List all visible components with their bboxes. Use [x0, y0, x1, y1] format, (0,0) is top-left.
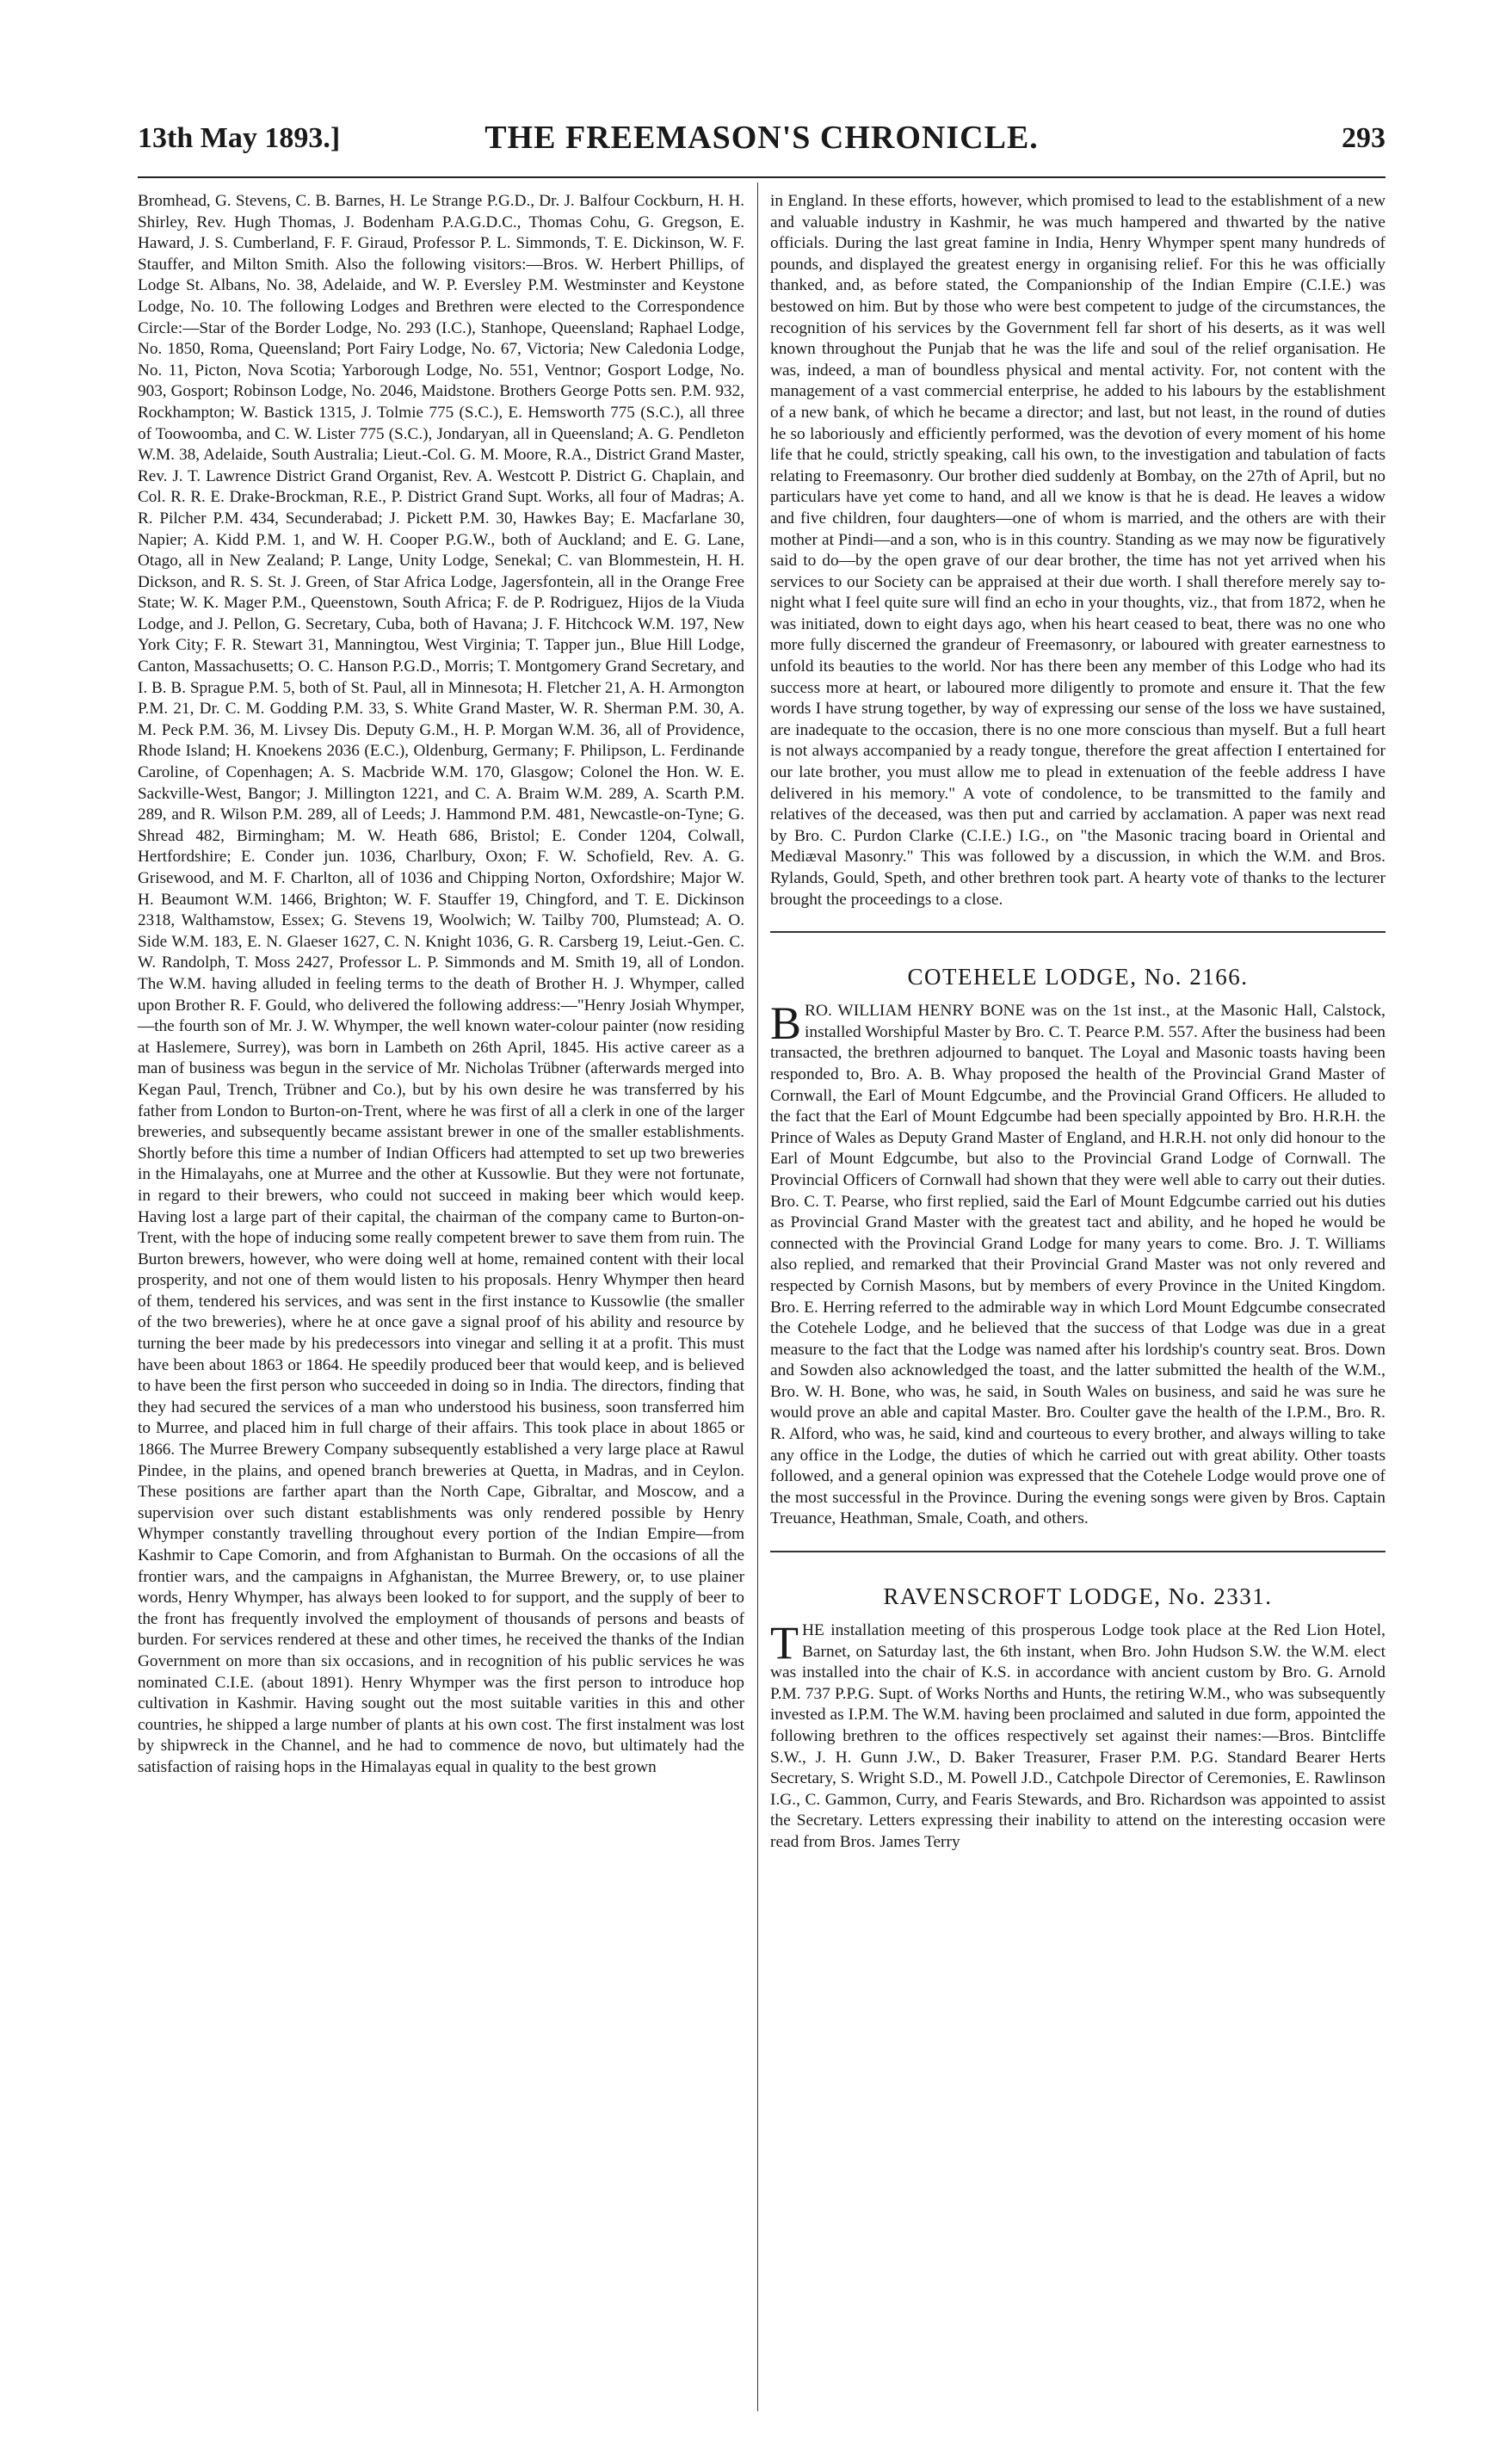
right-column-continuation: in England. In these efforts, however, which promised to lead to the establishment of a new and valuable industry in Kashmir, he was much hampered and thwarted by the native officials. During the last great famine in India, Henry Whymper spent many hundreds of pounds, and displayed the greatest energy in organising relief. For this he was officially thanked, and, as before stated, the Companionship of the Indian Empire (C.I.E.) was bestowed on him. But by those who were best competent to judge of the circumstances, the recognition of his services by the Government fell far short of his deserts, as it was well known throughout the Punjab that he was the life and soul of the relief organisation. He was, indeed, a man of boundless physical and mental activity. For, not content with the management of a vast commercial enterprise, he added to his labours by the establishment of a new bank, of which he became a director; and last, but not least, in the round of duties he so laboriously and efficiently performed, was the devotion of every moment of his home life that he could, strictly speaking, call his own, to the investigation and tabulation of facts relating to Freemasonry. Our brother died suddenly at Bombay, on the 27th of April, but no particulars have yet come to hand, and all we know is that he is dead. He leaves a widow and five children, four daughters—one of whom is married, and the others are with their mother at Pindi—and a son, who is in this country. Standing as we may now be figuratively said to do—by the open grave of our dear brother, the time has not yet arrived when his services to our Society can be appraised at their due worth. I shall therefore merely say to-night what I feel quite sure will find an echo in your thoughts, viz., that from 1872, when he was initiated, down to eight days ago, when his heart ceased to beat, there was no one who more fully discerned the grandeur of Freemasonry, or laboured with greater earnestness to unfold its beauties to the world. Nor has there been any member of this Lodge who had its success more at heart, or laboured more diligently to promote and ensure it. That the few words I have strung together, by way of expressing our sense of the loss we have sustained, are inadequate to the occasion, there is no one more conscious than myself. But a full heart is not always accompanied by a ready tongue, therefore the great affection I entertained for our late brother, you must allow me to plead in extenuation of the feeble address I have delivered in his memory." A vote of condolence, to be transmitted to the family and relatives of the deceased, was then put and carried by acclamation. A paper was next read by Bro. C. Purdon Clarke (C.I.E.) I.G., on "the Masonic tracing board in Oriental and Mediæval Masonry." This was followed by a discussion, in which the W.M. and Bros. Rylands, Gould, Speth, and other brethren took part. A hearty vote of thanks to the lecturer brought the proceedings to a close. [770, 192, 1385, 909]
section-divider [770, 1551, 1385, 1552]
drop-cap: B [770, 997, 802, 1050]
left-column-text: Bromhead, G. Stevens, C. B. Barnes, H. Le Strange P.G.D., Dr. J. Balfour Cockburn, H. H. Shirley, Rev. Hugh Thomas, J. Bodenham P.A.G.D.C., Thomas Cohu, G. Gregson, E. Haward, J. S. Cumberland, F. F. Giraud, Professor P. L. Simmonds, T. E. Dickinson, W. F. Stauffer, and Milton Smith. Also the following visitors:—Bros. W. Herbert Phillips, of Lodge St. Albans, No. 38, Adelaide, and W. P. Eversley P.M. Westminster and Keystone Lodge, No. 10. The following Lodges and Brethren were elected to the Correspondence Circle:—Star of the Border Lodge, No. 293 (I.C.), Stanhope, Queensland; Raphael Lodge, No. 1850, Roma, Queensland; Port Fairy Lodge, No. 67, Victoria; New Caledonia Lodge, No. 11, Picton, Nova Scotia; Yarborough Lodge, No. 551, Ventnor; Gosport Lodge, No. 903, Gosport; Robinson Lodge, No. 2046, Maidstone. Brothers George Potts sen. P.M. 932, Rockhampton; W. Bastick 1315, J. Tolmie 775 (S.C.), E. Hemsworth 775 (S.C.), all three of Toowoomba, and C. W. Lister 775 (S.C.), Jondaryan, all in Queensland; A. G. Pendleton W.M. 38, Adelaide, South Australia; Lieut.-Col. G. M. Moore, R.A., District Grand Master, Rev. J. T. Lawrence District Grand Organist, Rev. A. Westcott P. District G. Chaplain, and Col. R. R. E. Drake-Brockman, R.E., P. District Grand Supt. Works, all four of Madras; A. R. Pilcher P.M. 434, Secunderabad; J. Pickett P.M. 30, Hawkes Bay; E. Macfarlane 30, Napier; A. Kidd P.M. 1, and W. H. Cooper P.G.W., both of Auckland; and E. G. Lane, Otago, all in New Zealand; P. Lange, Unity Lodge, Senekal; C. van Blommestein, H. H. Dickson, and R. S. St. J. Green, of Star Africa Lodge, Jagersfontein, all in the Orange Free State; W. K. Mager P.M., Queenstown, South Africa; F. de P. Rodriguez, Hijos de la Viuda Lodge, and J. Pellon, G. Secretary, Cuba, both of Havana; J. F. Hitchcock W.M. 197, New York City; F. R. Stewart 31, Manningtou, West Virginia; T. Tapper jun., Blue Hill Lodge, Canton, Massachusetts; O. C. Hanson P.G.D., Morris; T. Montgomery Grand Secretary, and I. B. B. Sprague P.M. 5, both of St. Paul, all in Minnesota; H. Fletcher 21, A. H. Armongton P.M. 21, Dr. C. M. Godding P.M. 33, S. White Grand Master, W. R. Sherman P.M. 30, A. M. Peck P.M. 36, M. Livsey Dis. Deputy G.M., H. P. Morgan W.M. 36, all of Providence, Rhode Island; H. Knoekens 2036 (E.C.), Oldenburg, Germany; F. Philipson, L. Ferdinande Caroline, of Copenhagen; A. S. Macbride W.M. 170, Glasgow; Colonel the Hon. W. E. Sackville-West, Bangor; J. Millington 1221, and C. A. Braim W.M. 289, A. Scarth P.M. 289, and R. Wilson P.M. 289, all of Leeds; J. Hammond P.M. 481, Newcastle-on-Tyne; G. Shread 482, Birmingham; M. W. Heath 686, Bristol; E. Conder 1204, Colwall, Hertfordshire; E. Conder jun. 1036, Charlbury, Oxon; F. W. Schofield, Rev. A. G. Grisewood, and M. F. Charlton, all of 1036 and Chipping Norton, Oxfordshire; Major W. H. Beaumont W.M. 1466, Brighton; W. F. Stauffer 19, Chingford, and T. E. Dickinson 2318, Walthamstow, Essex; G. Stevens 19, Woolwich; W. Tailby 700, Plumstead; A. O. Side W.M. 183, E. N. Glaeser 1627, C. N. Knight 1036, G. R. Carsberg 19, Leiut.-Gen. C. W. Randolph, T. Moss 2427, Professor L. P. Simmonds and M. Smith 19, all of London. The W.M. having alluded in feeling terms to the death of Brother H. J. Whymper, called upon Brother R. F. Gould, who delivered the following address:—"Henry Josiah Whymper,—the fourth son of Mr. J. W. Whymper, the well known water-colour painter (now residing at Haslemere, Surrey), was born in Lambeth on 26th April, 1845. His active career as a man of business was begun in the service of Mr. Nicholas Trübner (afterwards merged into Kegan Paul, Trench, Trübner and Co.), but by his own desire he was transferred by his father from London to Burton-on-Trent, where he was first of all a clerk in one of the larger breweries, and subsequently became assistant brewer in one of the smaller establishments. Shortly before this time a number of Indian Officers had attempted to set up two breweries in the Himalayahs, one at Murree and the other at Kussowlie. But they were not fortunate, in regard to their brewers, who could not succeed in making beer which would keep. Having lost a large part of their capital, the chairman of the company came to Burton-on-Trent, with the hope of inducing some really competent brewer to save them from ruin. The Burton brewers, however, who were doing well at home, remained content with their local prosperity, and not one of them would listen to his proposals. Henry Whymper then heard of them, tendered his services, and was sent in the first instance to Kussowlie (the smaller of the two breweries), where he at once gave a signal proof of his ability and resource by turning the beer made by his predecessors into vinegar and selling it at a profit. This must have been about 1863 or 1864. He speedily produced beer that would keep, and is believed to have been the first person who succeeded in doing so in India. The directors, finding that they had secured the services of a man who understood his business, soon transferred him to Murree, and placed him in full charge of their affairs. This took place in about 1865 or 1866. The Murree Brewery Company subsequently established a very large place at Rawul Pindee, in the plains, and opened branch breweries at Quetta, in Madras, and in Ceylon. These positions are farther apart than the North Cape, Gibraltar, and Moscow, and a supervision over such distant establishments was only rendered possible by Henry Whymper constantly travelling throughout every portion of the Indian Empire—from Kashmir to Cape Comorin, and from Afghanistan to Burmah. On the occasions of all the frontier wars, and the campaigns in Afghanistan, the Murree Brewery, or, to use plainer words, Henry Whymper, has always been looked to for support, and the supply of beer to the front has frequently involved the employment of thousands of persons and beasts of burden. For services rendered at these and other times, he received the thanks of the Indian Government on more than six occasions, and in recognition of his public services he was nominated C.I.E. (about 1891). Henry Whymper was the first person to introduce hop cultivation in Kashmir. Having sought out the most suitable varities in this and other countries, he shipped a large number of plants at his own cost. The first instalment was lost by shipwreck in the Channel, and he had to commence de novo, but ultimately had the satisfaction of raising hops in the Himalayas equal in quality to the best grown [138, 192, 744, 1776]
issue-date: 13th May 1893.] [138, 122, 341, 154]
ravenscroft-lodge-article [770, 1617, 1385, 1854]
masthead [138, 112, 1385, 164]
masthead-rule [138, 176, 1385, 178]
section-divider [770, 931, 1385, 933]
cotehele-lodge-text: RO. WILLIAM HENRY BONE was on the 1st inst., at the Masonic Hall, Calstock, installed Worshipful Master by Bro. C. T. Pearce P.M. 557. After the business had been transacted, the brethren adjourned to banquet. The Loyal and Masonic toasts having been responded to, Bro. A. B. Whay proposed the health of the Provincial Grand Master of Cornwall, the Earl of Mount Edgcumbe, and the Provincial Grand Officers. He alluded to the fact that the Earl of Mount Edgcumbe had been specially appointed by Bro. H.R.H. the Prince of Wales as Deputy Grand Master of England, and H.R.H. not only did honour to the Earl of Mount Edgcumbe, but also to the Provincial Grand Lodge of Cornwall. The Provincial Officers of Cornwall had shown that they were well able to carry out their duties. Bro. C. T. Pearse, who first replied, said the Earl of Mount Edgcumbe carried out his duties as Provincial Grand Master with the greatest tact and ability, and he hoped he would be connected with the Provincial Grand Lodge for many years to come. Bro. J. T. Williams also replied, and remarked that their Provincial Grand Master was not only revered and respected by Cornish Masons, but by members of every Province in the United Kingdom. Bro. E. Herring referred to the admirable way in which Lord Mount Edgcumbe consecrated the Cotehele Lodge, and he believed that the success of that Lodge was due in a great measure to the fact that the Lodge was named after his lordship's country seat. Bros. Down and Sowden also acknowledged the toast, and the latter submitted the health of the W.M., Bro. W. H. Bone, who was, he said, in South Wales on business, and said he was sure he would prove an able and capital Master. Bro. Coulter gave the health of the I.P.M., Bro. R. R. Alford, who was, he said, kind and courteous to every brother, and always willing to take any office in the Lodge, the duties of which he carried out with great ability. Other toasts followed, and a general opinion was expressed that the Cotehele Lodge would prove one of the most successful in the Province. During the evening songs were given by Bros. Captain Treuance, Heathman, Smale, Coath, and others. [770, 1002, 1385, 1528]
ravenscroft-lodge-text: HE installation meeting of this prosperous Lodge took place at the Red Lion Hotel, Barnet, on Saturday last, the 6th instant, when Bro. John Hudson S.W. the W.M. elect was installed into the chair of K.S. in accordance with ancient custom by Bro. G. Arnold P.M. 737 P.P.G. Supt. of Works Norths and Hunts, the retiring W.M., who was subsequently invested as I.P.M. The W.M. having been proclaimed and saluted in due form, appointed the following brethren to the offices respectively set against their names:—Bros. Bintcliffe S.W., J. H. Gunn J.W., D. Baker Treasurer, Fraser P.M. P.G. Standard Bearer Herts Secretary, S. Wright S.D., M. Powell J.D., Catchpole Director of Ceremonies, E. Rawlinson I.G., C. Gammon, Curry, and Fearis Stewards, and Bro. Richardson was appointed to assist the Secretary. Letters expressing their inability to attend on the interesting occasion were read from Bros. James Terry [770, 1621, 1385, 1851]
cotehele-lodge-article [770, 997, 1385, 1530]
page-number: 293 [1342, 122, 1385, 154]
right-column [770, 191, 1385, 1854]
publication-title: THE FREEMASON'S CHRONICLE. [484, 120, 1039, 156]
left-column [138, 191, 744, 1779]
ravenscroft-lodge-heading: RAVENSCROFT LODGE, No. 2331. [883, 1583, 1273, 1610]
cotehele-lodge-heading: COTEHELE LODGE, No. 2166. [907, 964, 1249, 990]
drop-cap: T [770, 1617, 799, 1669]
column-divider [757, 182, 758, 2411]
